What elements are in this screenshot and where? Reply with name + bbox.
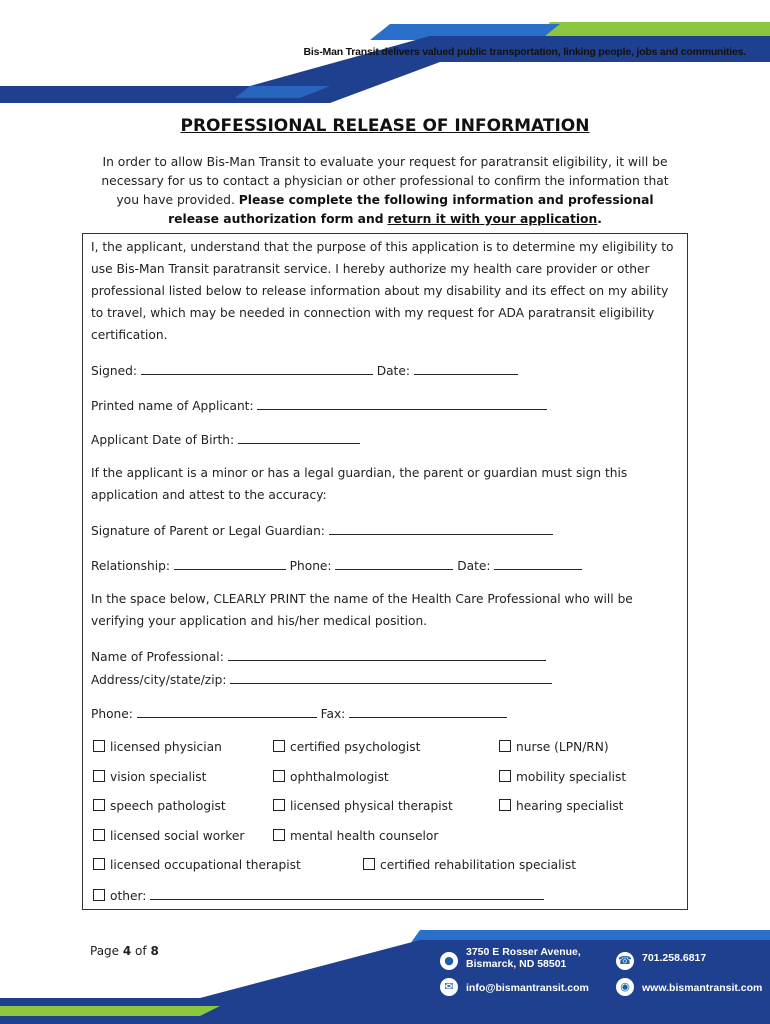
guardian-signature-field[interactable]	[329, 523, 553, 535]
checkbox-square[interactable]	[93, 740, 105, 752]
guardian-note: If the applicant is a minor or has a legal guardian, the parent or guardian must sign this application and attest to the accuracy:	[91, 466, 628, 502]
globe-icon: ◉	[616, 978, 634, 996]
email-icon: ✉	[440, 978, 458, 996]
checkbox-square[interactable]	[93, 770, 105, 782]
intro-text: In order to allow Bis-Man Transit to evaluate your request for paratransit eligibility, it will be necessary for us to contact a physician or other professional to confirm the information that you have provided.	[101, 155, 669, 207]
checkbox-ophthalmologist[interactable]: ophthalmologist	[273, 770, 389, 784]
fax-label: Fax:	[320, 707, 346, 721]
footer-banner	[0, 920, 770, 1024]
printed-name-field[interactable]	[257, 398, 547, 410]
signed-row	[91, 363, 518, 378]
checkbox-mental-health-counselor[interactable]: mental health counselor	[273, 829, 438, 843]
checkbox-square[interactable]	[363, 858, 375, 870]
address-label: Address/city/state/zip:	[91, 673, 227, 687]
header-tagline: Bis-Man Transit delivers valued public transportation, linking people, jobs and communities.	[303, 46, 746, 58]
date2-field[interactable]	[494, 558, 582, 570]
checkbox-square[interactable]	[273, 770, 285, 782]
checkbox-square[interactable]	[499, 799, 511, 811]
printed-name-label: Printed name of Applicant:	[91, 399, 254, 413]
footer-website[interactable]: www.bismantransit.com	[642, 982, 763, 994]
address-field[interactable]	[230, 672, 552, 684]
guardian-signature-row	[91, 523, 553, 538]
other-field[interactable]	[150, 888, 544, 900]
checkbox-speech-pathologist[interactable]: speech pathologist	[93, 799, 226, 813]
checkbox-nurse[interactable]: nurse (LPN/RN)	[499, 740, 609, 754]
signed-label: Signed:	[91, 364, 137, 378]
checkbox-square[interactable]	[93, 858, 105, 870]
intro-bold-end: .	[597, 212, 602, 226]
professional-name-row	[91, 649, 546, 664]
checkbox-certified-psychologist[interactable]: certified psychologist	[273, 740, 420, 754]
location-pin-icon: ●	[440, 952, 458, 970]
checkbox-square[interactable]	[499, 740, 511, 752]
checkbox-mobility-specialist[interactable]: mobility specialist	[499, 770, 626, 784]
checkbox-square[interactable]	[273, 799, 285, 811]
dob-label: Applicant Date of Birth:	[91, 433, 235, 447]
page-number: Page 4 of 8	[90, 944, 159, 958]
checkbox-licensed-physician[interactable]: licensed physician	[93, 740, 222, 754]
intro-bold-underline: return it with your application	[387, 212, 598, 226]
phone-field[interactable]	[335, 558, 453, 570]
fax-field[interactable]	[349, 706, 507, 718]
professional-phone-label: Phone:	[91, 707, 133, 721]
checkbox-certified-rehabilitation-specialist[interactable]: certified rehabilitation specialist	[363, 858, 576, 872]
professional-note: In the space below, CLEARLY PRINT the name of the Health Care Professional who will be verifying your application and his/her medical position.	[91, 592, 633, 628]
footer-phone: 701.258.6817	[642, 952, 707, 964]
footer-address: 3750 E Rosser Avenue, Bismarck, ND 58501	[466, 946, 581, 970]
guardian-signature-label: Signature of Parent or Legal Guardian:	[91, 524, 325, 538]
professional-name-label: Name of Professional:	[91, 650, 224, 664]
date2-label: Date:	[457, 559, 491, 573]
professional-phone-field[interactable]	[137, 706, 317, 718]
footer-email[interactable]: info@bismantransit.com	[466, 982, 589, 994]
authorization-statement: I, the applicant, understand that the purpose of this application is to determine my eligibility to use Bis-Man Transit paratransit service. I hereby authorize my health care provider or other professional listed below to release information about my disability and its effect on my ability to travel, which may be needed in connection with my request for ADA paratransit eligibility certification.	[91, 240, 674, 342]
date-field[interactable]	[414, 363, 518, 375]
checkbox-vision-specialist[interactable]: vision specialist	[93, 770, 206, 784]
intro-paragraph	[90, 153, 680, 229]
relationship-row	[91, 558, 582, 573]
checkbox-hearing-specialist[interactable]: hearing specialist	[499, 799, 623, 813]
dob-row	[91, 432, 360, 447]
intro-bold: Please complete the following information and professional release authorization form and	[168, 193, 654, 226]
professional-name-field[interactable]	[228, 649, 546, 661]
authorization-form	[82, 233, 688, 910]
signed-field[interactable]	[141, 363, 373, 375]
address-row	[91, 672, 552, 687]
professional-phone-row	[91, 706, 507, 721]
checkbox-licensed-occupational-therapist[interactable]: licensed occupational therapist	[93, 858, 301, 872]
relationship-label: Relationship:	[91, 559, 170, 573]
checkbox-licensed-physical-therapist[interactable]: licensed physical therapist	[273, 799, 453, 813]
checkbox-licensed-social-worker[interactable]: licensed social worker	[93, 829, 244, 843]
checkbox-square[interactable]	[93, 829, 105, 841]
date-label: Date:	[376, 364, 410, 378]
checkbox-square[interactable]	[93, 889, 105, 901]
page-title: PROFESSIONAL RELEASE OF INFORMATION	[180, 116, 590, 136]
phone-label: Phone:	[289, 559, 332, 573]
phone-icon: ☎	[616, 952, 634, 970]
checkbox-square[interactable]	[273, 740, 285, 752]
relationship-field[interactable]	[174, 558, 286, 570]
printed-name-row	[91, 398, 547, 413]
checkbox-other[interactable]: other:	[93, 888, 544, 903]
checkbox-square[interactable]	[93, 799, 105, 811]
dob-field[interactable]	[238, 432, 360, 444]
checkbox-square[interactable]	[499, 770, 511, 782]
checkbox-square[interactable]	[273, 829, 285, 841]
